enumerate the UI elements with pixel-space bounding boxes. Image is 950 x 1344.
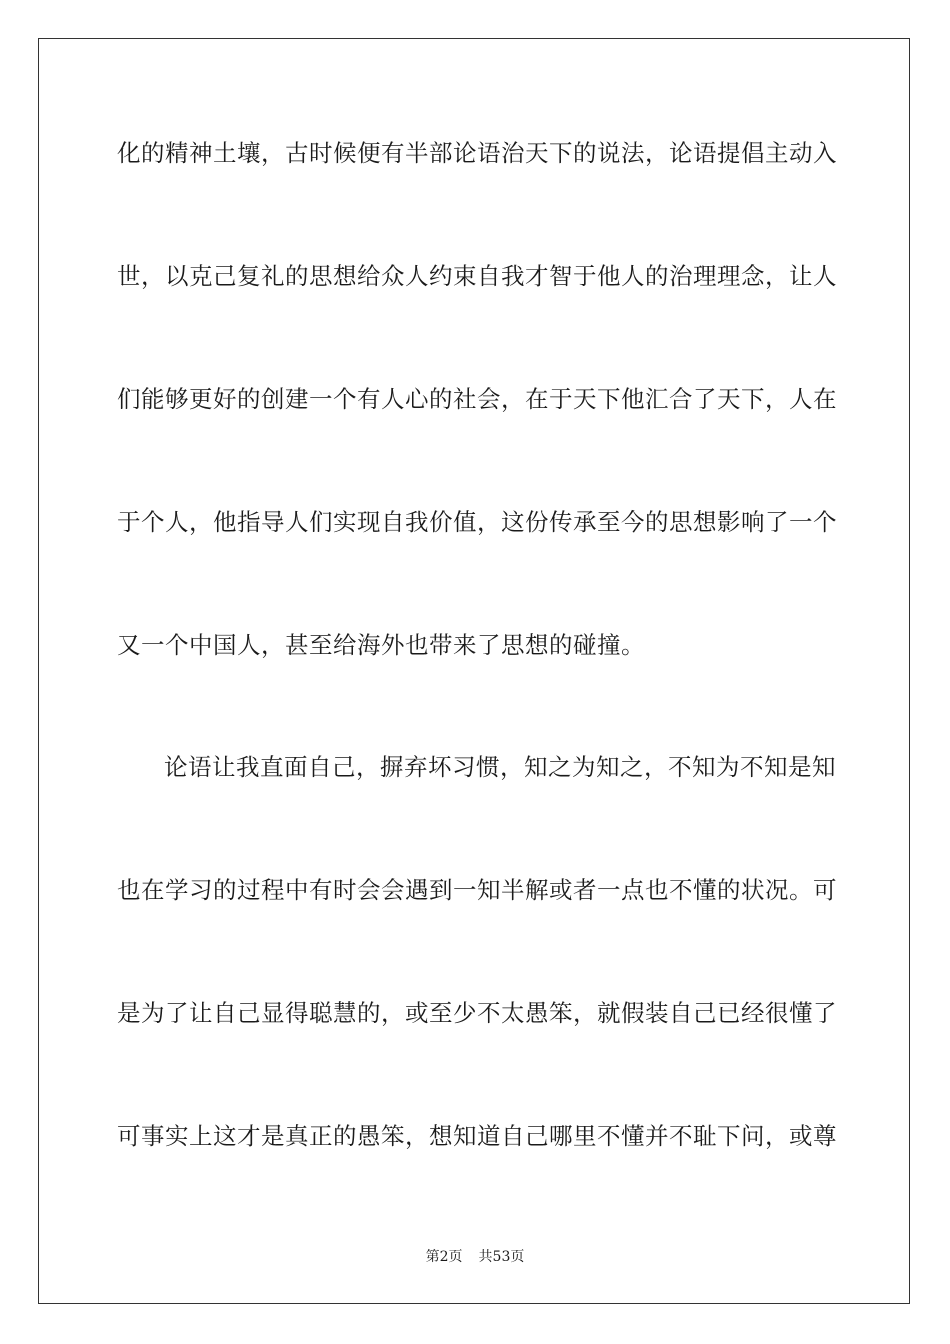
text-line: 化的精神土壤，古时候便有半部论语治天下的说法，论语提倡主动入: [117, 139, 837, 167]
text-line: 可事实上这才是真正的愚笨，想知道自己哪里不懂并不耻下问，或尊: [117, 1122, 837, 1150]
text-line: 是为了让自己显得聪慧的，或至少不太愚笨，就假装自己已经很懂了: [117, 999, 837, 1027]
page-number: 第2页: [425, 1249, 463, 1265]
page-footer: [0, 1248, 950, 1266]
page-border: [38, 38, 910, 1304]
paragraph-first-line: 论语让我直面自己，摒弃坏习惯，知之为知之，不知为不知是知: [164, 753, 836, 781]
text-line: 又一个中国人，甚至给海外也带来了思想的碰撞。: [117, 631, 645, 659]
text-line: 于个人，他指导人们实现自我价值，这份传承至今的思想影响了一个: [117, 508, 837, 536]
page-total: 共53页: [478, 1249, 525, 1265]
text-line: 也在学习的过程中有时会会遇到一知半解或者一点也不懂的状况。可: [117, 876, 837, 904]
text-line: 世，以克己复礼的思想给众人约束自我才智于他人的治理理念，让人: [117, 262, 837, 290]
text-line: 们能够更好的创建一个有人心的社会，在于天下他汇合了天下，人在: [117, 385, 837, 413]
